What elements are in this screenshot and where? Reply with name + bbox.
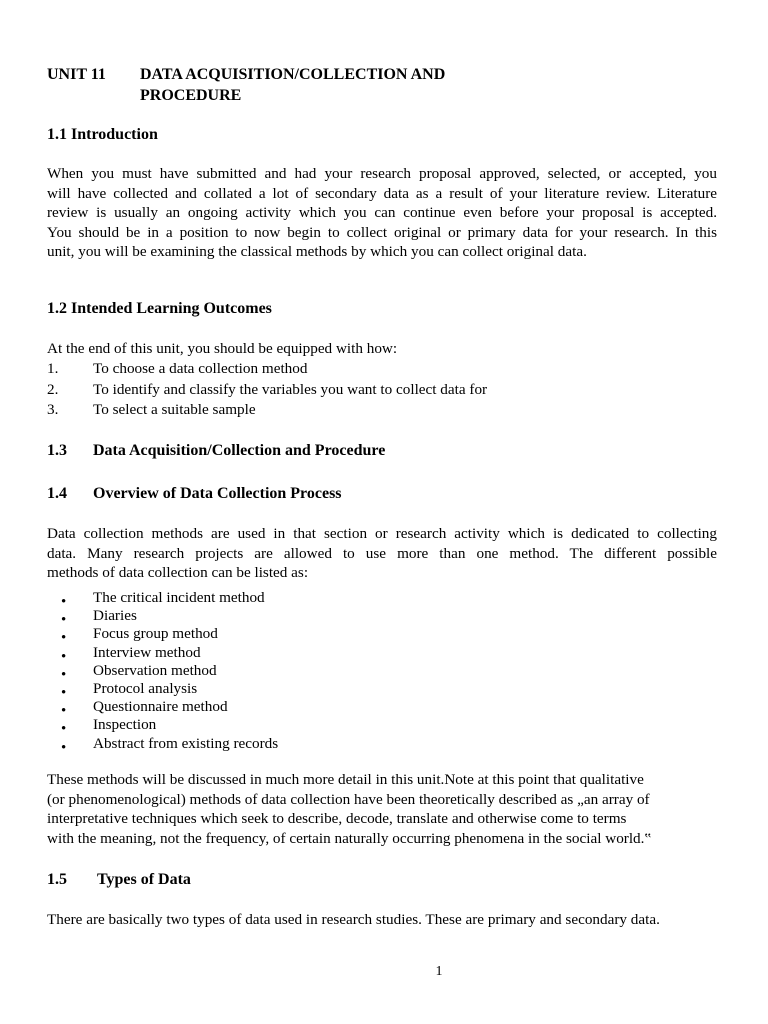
discussion-line: (or phenomenological) methods of data collection have been theoretically described as „an array of bbox=[47, 790, 650, 808]
outcome-number: 2. bbox=[47, 380, 59, 398]
outcome-text: To select a suitable sample bbox=[93, 400, 256, 418]
list-item-label: Protocol analysis bbox=[93, 679, 198, 697]
heading-data-acquisition bbox=[47, 441, 385, 461]
introduction-line: will have collected and collated a lot of secondary data as a result of your literature review. Literature bbox=[47, 184, 717, 202]
unit-name-line-2: PROCEDURE bbox=[140, 87, 242, 104]
list-item-label: Observation method bbox=[93, 661, 217, 679]
unit-name-line-1: DATA ACQUISITION/COLLECTION AND bbox=[140, 66, 446, 83]
outcomes-intro: At the end of this unit, you should be equipped with how: bbox=[47, 340, 398, 357]
section-number: 1.5 bbox=[47, 871, 67, 888]
bullet-icon: • bbox=[61, 630, 67, 647]
introduction-line: unit, you will be examining the classical methods by which you can collect original data. bbox=[47, 243, 587, 261]
heading-types-of-data bbox=[47, 870, 191, 890]
list-item-label: Inspection bbox=[93, 716, 157, 734]
bullet-icon: • bbox=[61, 721, 67, 738]
list-item-label: The critical incident method bbox=[93, 589, 265, 606]
outcome-item bbox=[47, 359, 397, 379]
types-line: There are basically two types of data used in research studies. These are primary and secondary data. bbox=[47, 911, 660, 928]
overview-paragraph bbox=[47, 524, 717, 583]
introduction-line: When you must have submitted and had your research proposal approved, selected, or accepted, you bbox=[47, 165, 717, 182]
bullet-icon: • bbox=[61, 594, 67, 610]
outcome-text: To choose a data collection method bbox=[93, 360, 308, 378]
learning-outcomes bbox=[47, 339, 488, 420]
unit-name bbox=[140, 64, 560, 106]
heading-learning-outcomes: 1.2 Intended Learning Outcomes bbox=[47, 300, 272, 317]
bullet-icon: • bbox=[61, 666, 67, 683]
discussion-line: These methods will be discussed in much more detail in this unit.Note at this point that qualitative bbox=[47, 771, 644, 788]
bullet-icon: • bbox=[61, 612, 67, 629]
discussion-line: with the meaning, not the frequency, of certain naturally occurring phenomena in the social world.‟ bbox=[47, 829, 652, 847]
section-number: 1.3 bbox=[47, 442, 67, 459]
outcome-text: To identify and classify the variables you want to collect data for bbox=[93, 380, 488, 398]
introduction-line: review is usually an ongoing activity which you can continue even before your proposal is accepted. bbox=[47, 204, 717, 222]
heading-introduction: 1.1 Introduction bbox=[47, 126, 158, 143]
section-title: Types of Data bbox=[97, 871, 191, 888]
outcome-item bbox=[47, 400, 397, 420]
types-paragraph bbox=[47, 910, 717, 930]
list-item-label: Interview method bbox=[93, 643, 201, 661]
page-number bbox=[0, 964, 768, 980]
heading-overview bbox=[47, 484, 342, 504]
section-title: Data Acquisition/Collection and Procedure bbox=[93, 442, 386, 459]
page-number-value: 1 bbox=[435, 964, 443, 979]
overview-line: Data collection methods are used in that section or research activity which is dedicated to collecting bbox=[47, 525, 717, 542]
list-item-label: Questionnaire method bbox=[93, 698, 228, 716]
section-number: 1.4 bbox=[47, 485, 67, 502]
bullet-icon: • bbox=[61, 648, 67, 665]
bullet-icon: • bbox=[61, 739, 67, 756]
list-item-label: Diaries bbox=[93, 607, 137, 625]
outcome-number: 1. bbox=[47, 360, 59, 378]
overview-line: methods of data collection can be listed as: bbox=[47, 564, 309, 582]
introduction-line: You should be in a position to now begin to collect original or primary data for your research. In this bbox=[47, 223, 717, 241]
section-title: Overview of Data Collection Process bbox=[93, 485, 342, 502]
list-item-label: Focus group method bbox=[93, 625, 218, 643]
discussion-line: interpretative techniques which seek to describe, decode, translate and otherwise come to terms bbox=[47, 810, 627, 828]
bullet-icon: • bbox=[61, 684, 67, 701]
outcome-item bbox=[47, 380, 488, 400]
discussion-paragraph bbox=[47, 770, 717, 848]
list-item-label: Abstract from existing records bbox=[93, 734, 279, 752]
bullet-icon: • bbox=[61, 703, 67, 720]
outcome-number: 3. bbox=[47, 400, 59, 418]
unit-number: UNIT 11 bbox=[47, 66, 106, 83]
overview-line: data. Many research projects are allowed to use more than one method. The different possible bbox=[47, 544, 717, 562]
introduction-paragraph bbox=[47, 164, 717, 262]
